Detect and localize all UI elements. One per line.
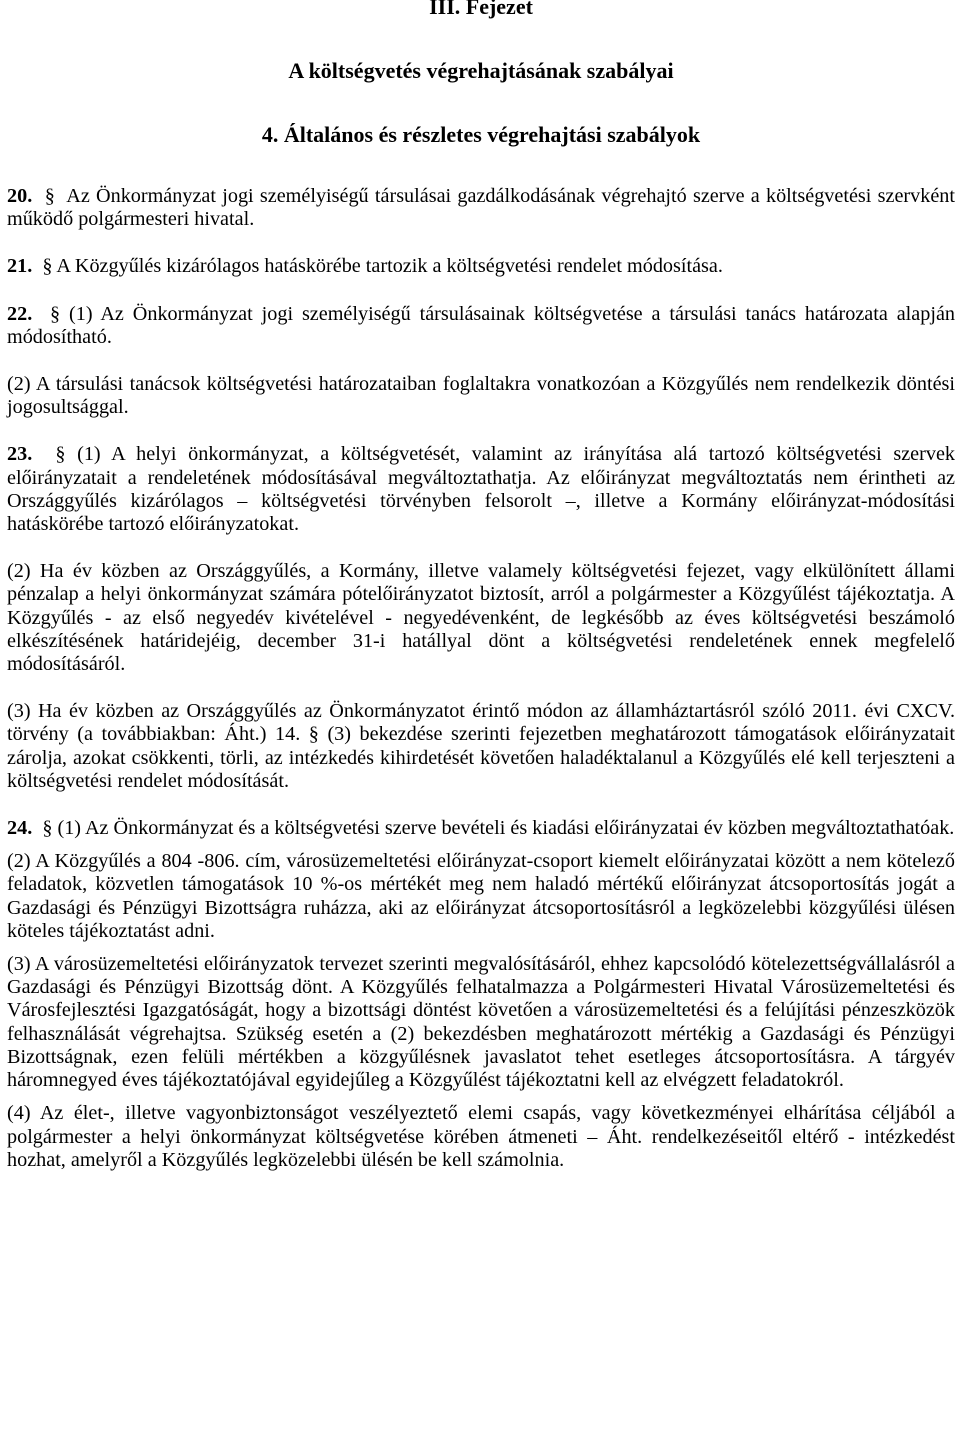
section-sign: § xyxy=(42,255,53,278)
paragraph-20 xyxy=(7,185,955,231)
paragraph-text: (2) A társulási tanácsok költségvetési határozataiban foglaltakra vonatkozóan a Közgyűlés nem rendelkezik döntési jogosultsággal. xyxy=(7,373,955,419)
paragraph-number: 21. xyxy=(7,255,33,278)
paragraph-22-2 xyxy=(7,373,955,419)
chapter-heading: III. Fejezet xyxy=(429,0,533,19)
paragraph-text: (1) Az Önkormányzat és a költségvetési szerve bevételi és kiadási előirányzatai év közben megváltoztathatóak. xyxy=(57,817,955,840)
paragraph-22-1 xyxy=(7,303,955,349)
paragraph-text: (3) Ha év közben az Országgyűlés az Önkormányzatot érintő módon az államháztartásról szóló 2011. évi CXCV. törvény (a továbbiakban: Áht.) 14. § (3) bekezdése szerinti fejezetben meghatározott támogatások előirányzatait zárolja, azokat csökkenti, törli, az intézkedés kihirdetését követően haladéktalanul a Közgyűlés elé kell terjeszteni a költségvetési rendelet módosítását. xyxy=(7,700,955,792)
paragraph-number: 20. xyxy=(7,185,33,207)
paragraph-24-1 xyxy=(7,817,955,840)
paragraph-text: A Közgyűlés kizárólagos hatáskörébe tartozik a költségvetési rendelet módosítása. xyxy=(56,255,723,278)
paragraph-23-1 xyxy=(7,443,955,536)
section-heading: 4. Általános és részletes végrehajtási szabályok xyxy=(261,122,701,147)
chapter-title: A költségvetés végrehajtásának szabályai xyxy=(288,58,674,83)
paragraph-text: (1) Az Önkormányzat jogi személyiségű társulásainak költségvetése a társulási tanács határozata alapján módosítható. xyxy=(7,302,955,348)
paragraph-number: 24. xyxy=(7,817,33,840)
paragraph-21 xyxy=(7,255,955,278)
paragraph-number: 23. xyxy=(7,443,33,466)
paragraph-text: (2) Ha év közben az Országgyűlés, a Kormány, illetve valamely költségvetési fejezet, vagy elkülönített állami pénzalap a helyi önkormányzat számára pótelőirányzatot biztosít, arról a polgármester a Közgyűlést tájékoztatja. A Közgyűlés - az első negyedév kivételével - negyedévenként, de legkésőbb az éves költségvetési beszámoló elkészítésének határidejéig, december 31-i hatállyal dönt a költségvetési rendeletének ennek megfelelő módosításáról. xyxy=(7,560,955,676)
paragraph-24-2 xyxy=(7,850,955,943)
paragraph-text: Az Önkormányzat jogi személyiségű társulásai gazdálkodásának végrehajtó szerve a költségvetési szervként működő polgármesteri hivatal. xyxy=(7,185,955,231)
section-sign: § xyxy=(50,302,61,325)
paragraph-text: (3) A városüzemeltetési előirányzatok tervezet szerinti megvalósításáról, ehhez kapcsolódó kötelezettségvállalásról a Gazdasági és Pénzügyi Bizottság dönt. A Közgyűlés felhatalmazza a Polgármesteri Hivatal Városüzemeltetési és Városfejlesztési Igazgatóságát, hogy a bizottsági döntést követően a városüzemeltetési és a felújítási pénzeszközök felhasználását végrehajtsa. Szükség esetén a (2) bekezdésben meghatározott mértékig a Gazdasági és Pénzügyi Bizottságnak, ezen felüli mértékben a közgyűlésnek javaslatot tehet esetleges átcsoportosításra. A tárgyév háromnegyed éves tájékoztatójával egyidejűleg a Közgyűlést tájékoztatni kell az elvégzett feladatokról. xyxy=(7,953,955,1092)
paragraph-text: (1) A helyi önkormányzat, a költségvetését, valamint az irányítása alá tartozó költségvetési szervek előirányzatait a rendeletének módosításával megváltoztathatja. Az előirányzat megváltoztatás nem érintheti az Országgyűlés kizárólagos – költségvetési törvényben felsorolt –, illetve a Kormány előirányzat-módosítási hatáskörébe tartozó előirányzatokat. xyxy=(7,443,956,536)
paragraph-number: 22. xyxy=(7,302,33,325)
section-sign: § xyxy=(42,817,53,840)
paragraph-23-3 xyxy=(7,700,955,793)
section-sign: § xyxy=(55,443,66,466)
document-page xyxy=(7,0,955,1172)
paragraph-24-3 xyxy=(7,953,955,1092)
paragraph-24-4 xyxy=(7,1102,955,1172)
paragraph-text: (2) A Közgyűlés a 804 -806. cím, városüzemeltetési előirányzat-csoport kiemelt előirányzatai között a nem kötelező feladatok, közvetlen támogatások 10 %-os mértékét meg nem haladó mértékű előirányzat átcsoportosítás jogát a Gazdasági és Pénzügyi Bizottságra ruházza, aki az előirányzat átcsoportosításról a legközelebbi közgyűlési ülésen köteles tájékoztatást adni. xyxy=(7,850,955,942)
paragraph-23-2 xyxy=(7,560,955,676)
section-sign: § xyxy=(44,185,55,207)
paragraph-text: (4) Az élet-, illetve vagyonbiztonságot veszélyeztető elemi csapás, vagy következményei elhárítása céljából a polgármester a helyi önkormányzat költségvetése körében átmeneti – Áht. rendelkezéseitől eltérő - intézkedést hozhat, amelyről a Közgyűlés legközelebbi ülésén be kell számolnia. xyxy=(7,1102,955,1171)
